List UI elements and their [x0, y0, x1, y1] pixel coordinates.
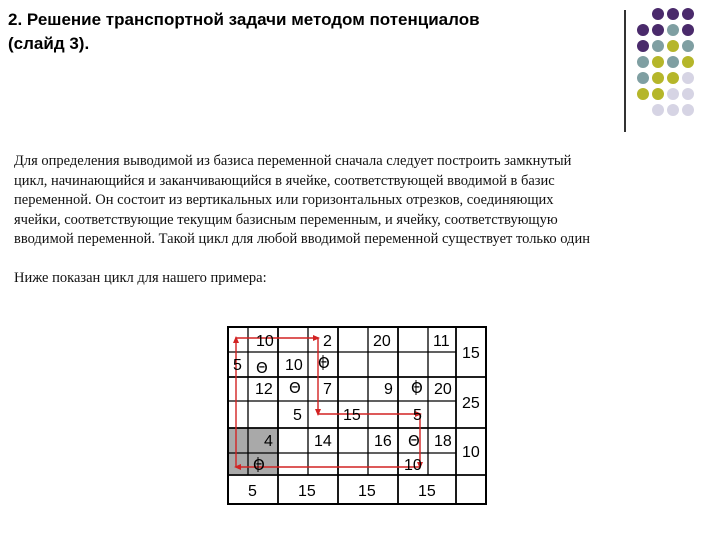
cost-value: 16	[374, 433, 392, 450]
allocation-value: 10	[285, 357, 303, 374]
allocation-value: 15	[343, 407, 361, 424]
cycle-caption: Ниже показан цикл для нашего примера:	[14, 269, 267, 286]
explanation-line: переменной. Он состоит из вертикальных или горизонтальных отрезков, соединяющих	[14, 192, 554, 208]
supply-value: 10	[462, 444, 480, 461]
demand-value: 15	[358, 483, 376, 500]
cycle-arrowhead	[233, 336, 239, 343]
cost-value: 10	[256, 333, 274, 350]
theta-minus-symbol: Θ	[256, 359, 268, 377]
slide-title-line-1: 2. Решение транспортной задачи методом потенциалов	[8, 10, 480, 29]
theta-plus-symbol: Θ	[318, 354, 330, 372]
allocation-value: 5	[233, 357, 242, 374]
cost-value: 12	[255, 381, 273, 398]
cost-value: 14	[314, 433, 332, 450]
explanation-line: вводимой переменной. Такой цикл для любой вводимой переменной существует только один	[14, 231, 590, 247]
cost-value: 11	[433, 333, 450, 350]
theta-minus-symbol: Θ	[289, 379, 301, 397]
cost-value: 4	[264, 433, 273, 450]
cost-value: 2	[323, 333, 332, 350]
explanation-line: цикл, начинающийся и заканчивающийся в ячейке, соответствующей вводимой в базис	[14, 172, 555, 189]
cost-value: 7	[323, 381, 332, 398]
supply-value: 15	[462, 345, 480, 362]
cost-value: 9	[384, 381, 393, 398]
allocation-value: 10	[404, 457, 422, 474]
demand-value: 5	[248, 483, 257, 500]
cycle-arrowhead	[315, 409, 321, 416]
slide-title-line-2: (слайд 3).	[8, 34, 90, 53]
cost-value: 20	[434, 381, 452, 398]
cycle-arrowhead	[313, 335, 320, 341]
supply-value: 25	[462, 395, 480, 412]
theta-plus-symbol: Θ	[411, 379, 423, 397]
cost-value: 18	[434, 433, 452, 450]
theta-minus-symbol: Θ	[408, 432, 420, 450]
demand-value: 15	[418, 483, 436, 500]
explanation-line: Для определения выводимой из базиса переменной сначала следует построить замкнутый	[14, 153, 572, 169]
cost-value: 20	[373, 333, 391, 350]
explanation-line: ячейки, соответствующие текущим базисным переменным, и ячейку, соответствующую	[14, 211, 558, 228]
theta-plus-symbol: Θ	[253, 456, 265, 474]
demand-value: 15	[298, 483, 316, 500]
allocation-value: 5	[413, 407, 422, 424]
allocation-value: 5	[293, 407, 302, 424]
